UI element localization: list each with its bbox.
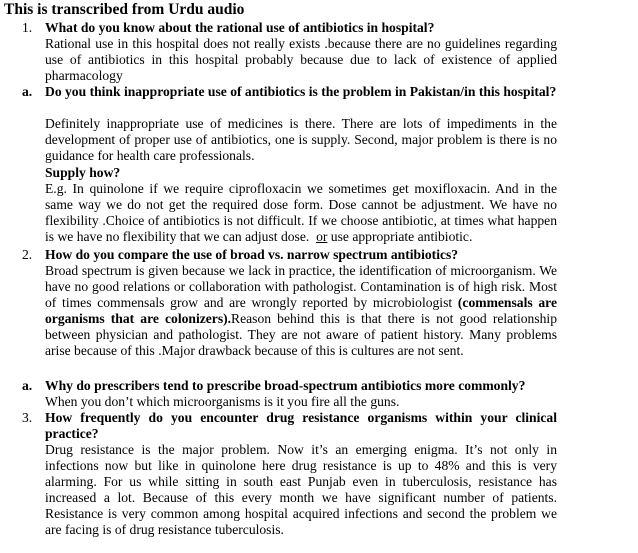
- item-2a-marker: a.: [22, 378, 33, 393]
- answer-2-part2: Reason behind this is that there is not good relationship between physician and pathologist. They are not aware of patient history. Many problems arise because of this .Major drawback because of this is cultures are not sent.: [45, 311, 557, 358]
- item-3-marker: 3.: [22, 410, 33, 425]
- answer-2-bold: (commensals are organisms that are colonizers).: [45, 295, 557, 326]
- item-2-marker: 2.: [22, 247, 33, 262]
- answer-2-part1: Broad spectrum is given because we lack in practice, the identification of microorganism. We have no good relations or collaboration with pathologist. Contamination is of high risk. Most of times commensals grow and are wrongly reported by microbiologist: [45, 263, 557, 310]
- sub-answer-part1: E.g. In quinolone if we require ciprofloxacin we sometimes get moxifloxacin. And in the same way we do not get the required dose form. Dose cannot be adjustment. We have no flexibility .Choice of antibiotics is not difficult. If we choose antibiotic, at times what happen is we have no flexibility that we can adjust dose.: [45, 181, 557, 244]
- document-title: This is transcribed from Urdu audio: [4, 1, 245, 18]
- item-1a-sub-question: Supply how?: [45, 165, 121, 180]
- item-2-answer: [45, 263, 557, 359]
- item-1a-sub-answer: [45, 181, 557, 245]
- item-1-marker: 1.: [22, 20, 33, 35]
- item-3-answer: Drug resistance is the major problem. Now it’s an emerging enigma. It’s not only in infections now but like in quinolone here drug resistance is up to 48% and this is very alarming. For us while sitting in south east Punjab even in tuberculosis, resistance has increased a lot. Because of this every month we have significant number of patients. Resistance is very common among hospital acquired infections and second the problem we are facing is of drug resistance tuberculosis.: [45, 442, 557, 537]
- item-1-question: What do you know about the rational use of antibiotics in hospital?: [45, 20, 435, 35]
- item-2a-answer: When you don’t which microorganisms is it you fire all the guns.: [45, 394, 400, 409]
- item-1-answer: Rational use in this hospital does not really exists .because there are no guidelines regarding use of antibiotics in this hospital probably because due to lack of existence of applied pharmacology: [45, 36, 557, 83]
- item-2a-question: Why do prescribers tend to prescribe broad-spectrum antibiotics more commonly?: [45, 378, 526, 393]
- sub-answer-part2: use appropriate antibiotic.: [330, 229, 473, 244]
- item-1a-question: Do you think inappropriate use of antibiotics is the problem in Pakistan/in this hospital?: [45, 84, 557, 99]
- item-1a-answer: Definitely inappropriate use of medicines is there. There are lots of impediments in the development of proper use of antibiotics, one is supply. Second, major problem is there is no guidance for health care professionals.: [45, 116, 557, 163]
- sub-answer-or: or: [316, 229, 328, 244]
- item-3-question: How frequently do you encounter drug resistance organisms within your clinical practice?: [45, 410, 557, 441]
- item-1a-marker: a.: [22, 84, 33, 99]
- item-2-question: How do you compare the use of broad vs. narrow spectrum antibiotics?: [45, 247, 459, 262]
